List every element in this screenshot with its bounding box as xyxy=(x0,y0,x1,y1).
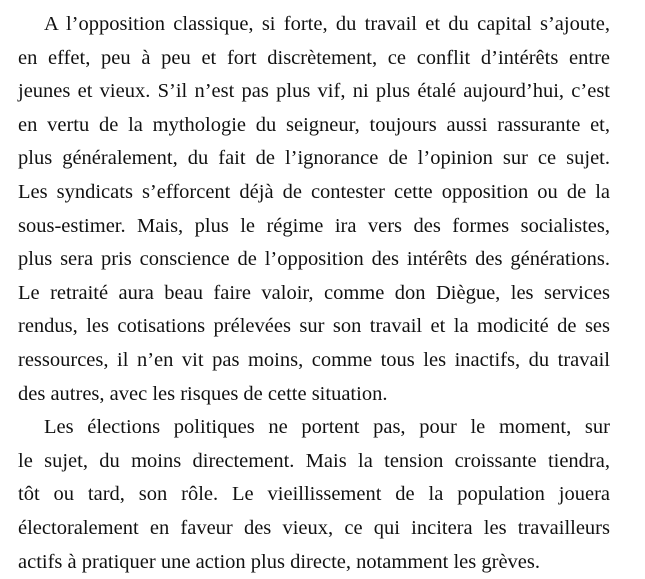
text-line: électoralement en faveur des vieux, ce qui incitera les travailleurs xyxy=(18,512,610,546)
document-page xyxy=(18,8,610,579)
text-line: plus sera pris conscience de l’opposition des intérêts des générations. xyxy=(18,243,610,277)
text-line: des autres, avec les risques de cette situation. xyxy=(18,378,610,412)
paragraph-1 xyxy=(18,8,610,411)
text-line: tôt ou tard, son rôle. Le vieillissement de la population jouera xyxy=(18,478,610,512)
text-line: en vertu de la mythologie du seigneur, toujours aussi rassurante et, xyxy=(18,109,610,143)
text-line: Le retraité aura beau faire valoir, comme don Diègue, les services xyxy=(18,277,610,311)
text-line: ressources, il n’en vit pas moins, comme tous les inactifs, du travail xyxy=(18,344,610,378)
text-line: actifs à pratiquer une action plus directe, notamment les grèves. xyxy=(18,546,610,579)
text-line: plus généralement, du fait de l’ignorance de l’opinion sur ce sujet. xyxy=(18,142,610,176)
text-line: A l’opposition classique, si forte, du travail et du capital s’ajoute, xyxy=(18,8,610,42)
text-line: Les élections politiques ne portent pas, pour le moment, sur xyxy=(18,411,610,445)
text-line: rendus, les cotisations prélevées sur son travail et la modicité de ses xyxy=(18,310,610,344)
text-line: en effet, peu à peu et fort discrètement, ce conflit d’intérêts entre xyxy=(18,42,610,76)
text-line: Les syndicats s’efforcent déjà de contester cette opposition ou de la xyxy=(18,176,610,210)
text-line: sous-estimer. Mais, plus le régime ira vers des formes socialistes, xyxy=(18,210,610,244)
text-line: jeunes et vieux. S’il n’est pas plus vif, ni plus étalé aujourd’hui, c’est xyxy=(18,75,610,109)
paragraph-2 xyxy=(18,411,610,579)
text-line: le sujet, du moins directement. Mais la tension croissante tiendra, xyxy=(18,445,610,479)
